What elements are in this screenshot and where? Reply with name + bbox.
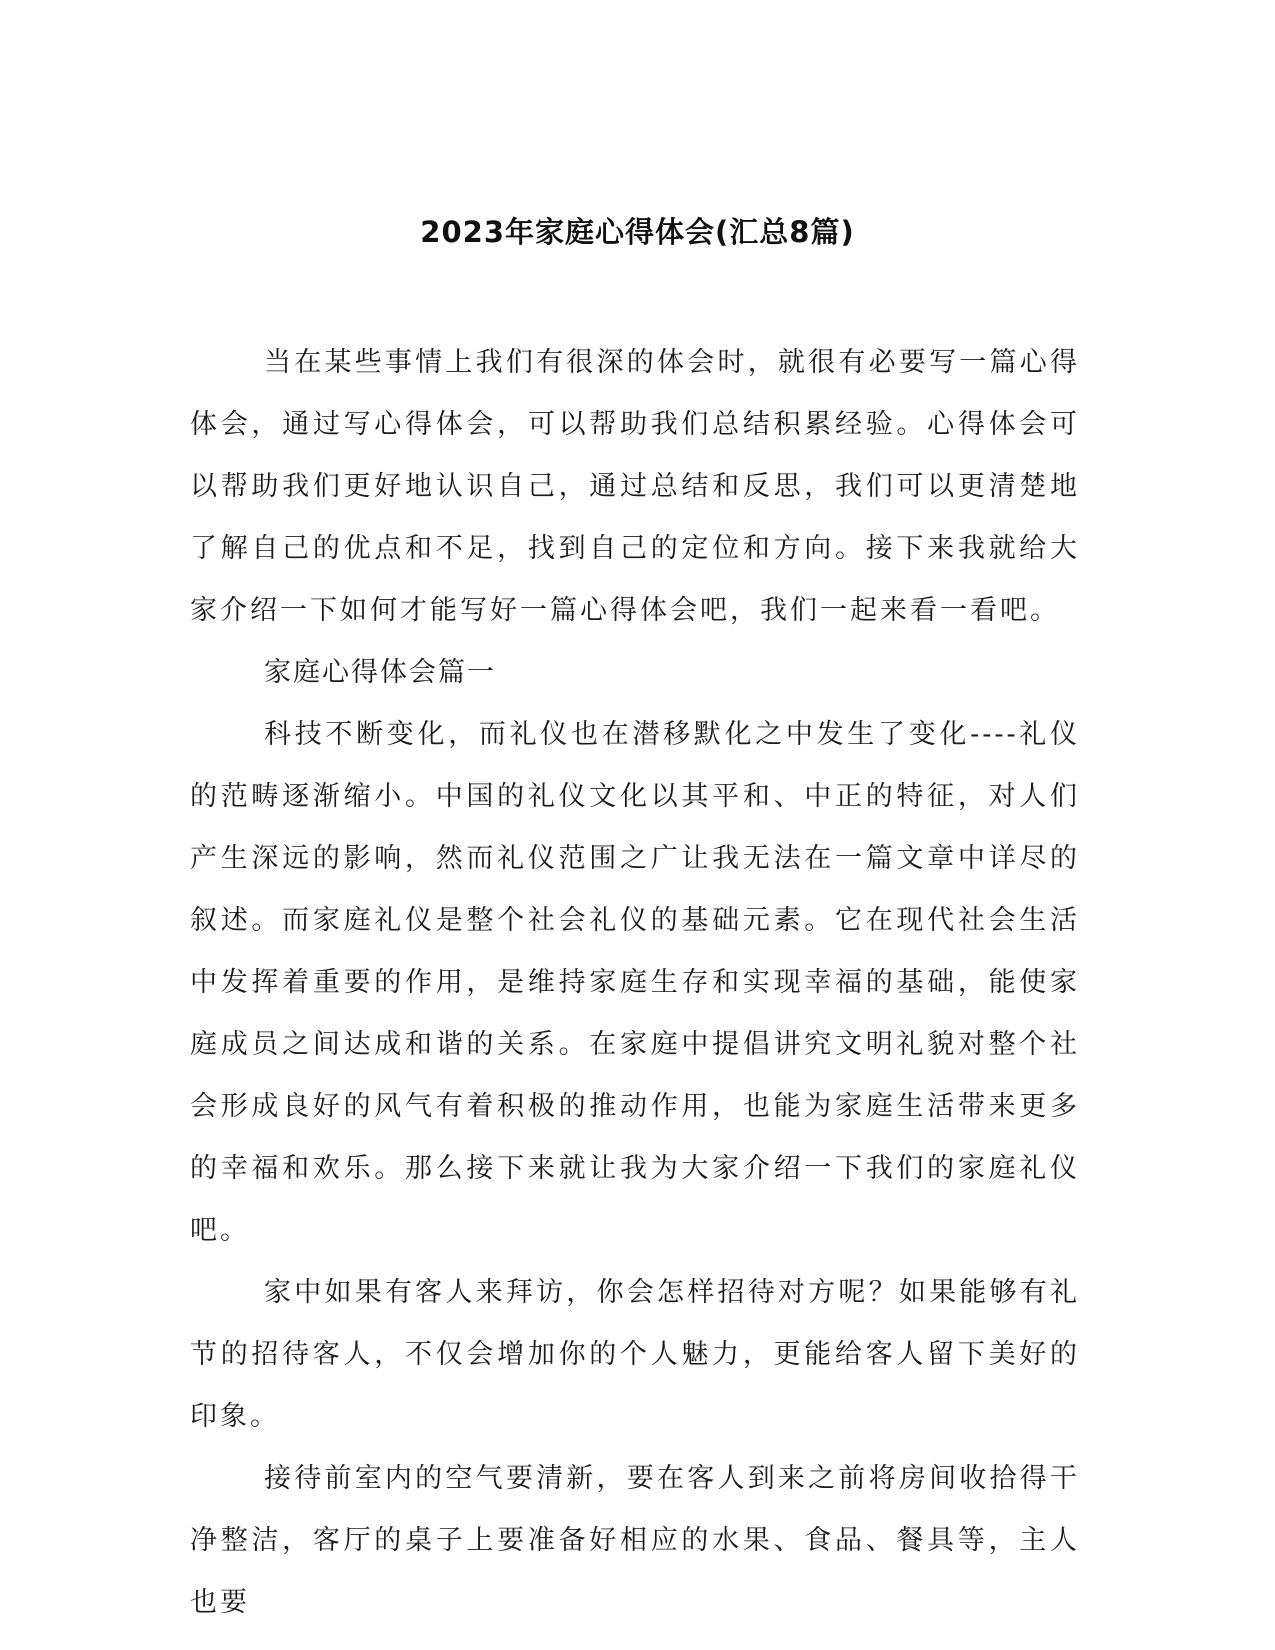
body-paragraph-etiquette: 科技不断变化，而礼仪也在潜移默化之中发生了变化----礼仪的范畴逐渐缩小。中国的礼仪文化以其平和、中正的特征，对人们产生深远的影响，然而礼仪范围之广让我无法在一篇文章中详尽的叙述。而家庭礼仪是整个社会礼仪的基础元素。它在现代社会生活中发挥着重要的作用，是维持家庭生存和实现幸福的基础，能使家庭成员之间达成和谐的关系。在家庭中提倡讲究文明礼貌对整个社会形成良好的风气有着积极的推动作用，也能为家庭生活带来更多的幸福和欢乐。那么接下来就让我为大家介绍一下我们的家庭礼仪吧。 xyxy=(190,719,1080,1246)
intro-paragraph: 当在某些事情上我们有很深的体会时，就很有必要写一篇心得体会，通过写心得体会，可以帮助我们总结积累经验。心得体会可以帮助我们更好地认识自己，通过总结和反思，我们可以更清楚地了解自己的优点和不足，找到自己的定位和方向。接下来我就给大家介绍一下如何才能写好一篇心得体会吧，我们一起来看一看吧。 xyxy=(190,347,1080,626)
document-title: 2023年家庭心得体会(汇总8篇) xyxy=(420,215,855,249)
body-paragraph-reception: 接待前室内的空气要清新，要在客人到来之前将房间收拾得干净整洁，客厅的桌子上要准备好相应的水果、食品、餐具等，主人也要 xyxy=(190,1463,1080,1618)
document-body xyxy=(190,332,1080,1634)
body-paragraph-guests: 家中如果有客人来拜访，你会怎样招待对方呢？如果能够有礼节的招待客人，不仅会增加你的个人魅力，更能给客人留下美好的印象。 xyxy=(190,1277,1080,1432)
section-heading-1: 家庭心得体会篇一 xyxy=(264,657,496,688)
